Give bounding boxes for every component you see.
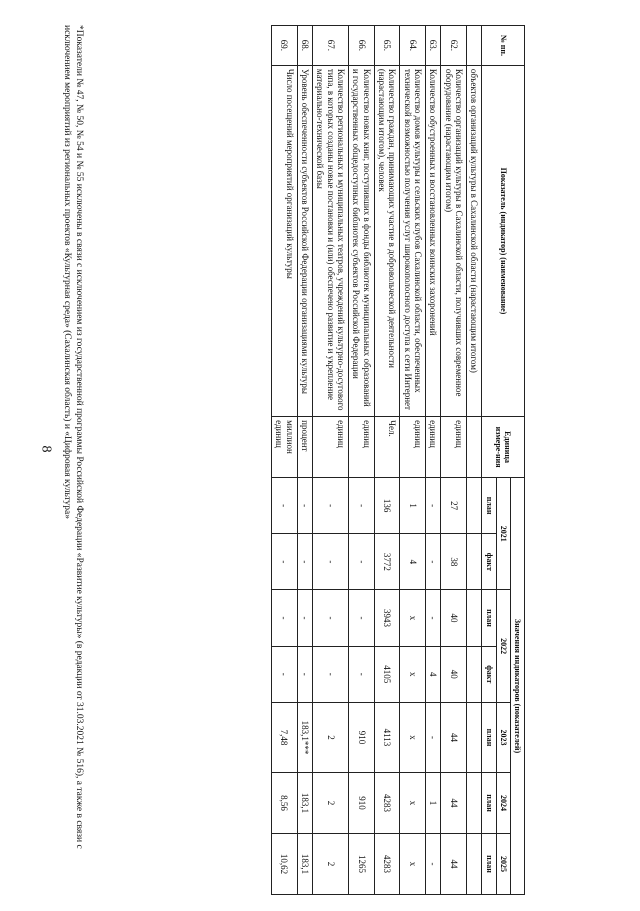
header-plan: план [482,590,496,646]
cell-value: 44 [441,702,467,772]
cell-value: - [271,478,297,534]
cell-value: - [297,534,312,590]
cell-value: x [400,646,426,702]
row-num: 65. [374,26,400,66]
row-name: Количество граждан, принимающих участие в добровольческой деятельности (нарастающим итогом), человек [374,65,400,416]
row-unit: процент [297,417,312,478]
cell-value: 4105 [374,646,400,702]
cell-value: - [271,590,297,646]
landscape-content [61,25,525,895]
header-year-2023: 2023 [496,702,510,772]
cell-value: - [349,478,375,534]
table-row [297,26,312,895]
table-row [441,26,467,895]
cell-value: - [312,646,348,702]
cell-value: - [349,590,375,646]
header-fact: факт [482,646,496,702]
table-row [312,26,348,895]
cell-value: 4283 [374,773,400,834]
cell-value: 10,62 [271,834,297,895]
cell-value: 40 [441,646,467,702]
footnote: *Показатели № 47, № 50, № 54 и № 55 исключены в связи с исключением из государственной программы Российской Федерации «Развитие культуры» (в редакции от 31.03.2021 № 516), а также в связи с исключением мероприятий из региональных проектов «Культурная среда» (Сахалинская область) и «Цифровая культура» [61,25,84,849]
table-row [271,26,297,895]
cell-value: 3943 [374,590,400,646]
cell-value: 2 [312,702,348,772]
row-name: Количество организаций культуры в Сахалинской области, получивших современное оборудование (нарастающим итогом) [441,65,467,416]
cell-value: - [297,590,312,646]
row-num: 64. [400,26,426,66]
row-unit: единиц [349,417,375,478]
row-num: 63. [426,26,441,66]
cell-value: - [349,646,375,702]
cell-value: - [271,534,297,590]
header-unit: Единица измере-ния [482,417,525,478]
cell-value: - [297,478,312,534]
cell-value: 183,1 [297,834,312,895]
row-unit: единиц [441,417,467,478]
cell-value: - [426,590,441,646]
header-plan: план [482,773,496,834]
row-unit: единиц [400,417,426,478]
row-name: Число посещений мероприятий организаций культуры [271,65,297,416]
cell-value: 4 [400,534,426,590]
row-name: Количество региональных и муниципальных театров, учреждений культурно-досугового типа, в которых созданы новые постановки и (или) обеспечено развитие и укрепление материально-технической базы [312,65,348,416]
cell-value: x [400,773,426,834]
cell-value: 910 [349,702,375,772]
row-name: Количество обустроенных и восстановленных воинских захоронений [426,65,441,416]
table-row [374,26,400,895]
row-num: 67. [312,26,348,66]
cell-value: 2 [312,834,348,895]
cell-value: 1 [400,478,426,534]
row-num: 62. [441,26,467,66]
cell-value: - [312,478,348,534]
continued-row-text: объектов организаций культуры в Сахалинской области (нарастающим итогом) [467,65,482,416]
table-row [400,26,426,895]
row-name: Количество новых книг, поступивших в фонды библиотек муниципальных образований и государственных общедоступных библиотек субъектов Российской Федерации [349,65,375,416]
row-name: Уровень обеспеченности субъектов Российской Федерации организациями культуры [297,65,312,416]
row-num: 66. [349,26,375,66]
header-indicator: Показатель (индикатор) (наименование) [482,65,525,416]
cell-value: - [297,646,312,702]
table-row [349,26,375,895]
cell-value: x [400,702,426,772]
row-name: Количество домов культуры и сельских клубов Сахалинской области, обеспеченных технической возможностью получения услуг широкополосного доступа к сети Интернет [400,65,426,416]
cell-value: 40 [441,590,467,646]
header-values: Значения индикаторов (показателей) [510,478,524,895]
cell-value: - [312,590,348,646]
row-unit: Чел. [374,417,400,478]
table-row [467,26,482,895]
cell-value: 1 [426,773,441,834]
cell-value: 2 [312,773,348,834]
cell-value: x [400,834,426,895]
cell-value: 183,1*** [297,702,312,772]
cell-value: 44 [441,834,467,895]
cell-value: 1265 [349,834,375,895]
header-fact: факт [482,534,496,590]
header-year-2025: 2025 [496,834,510,895]
cell-value: x [400,590,426,646]
cell-value: 4113 [374,702,400,772]
cell-value: - [312,534,348,590]
cell-value: - [271,646,297,702]
cell-value: 44 [441,773,467,834]
cell-value: 136 [374,478,400,534]
cell-value: 8,56 [271,773,297,834]
cell-value: - [426,702,441,772]
indicators-table [271,25,525,895]
row-num: 69. [271,26,297,66]
row-num: 68. [297,26,312,66]
cell-value: - [426,534,441,590]
cell-value: - [426,834,441,895]
header-num: № пп. [482,26,525,66]
header-year-2021: 2021 [496,478,510,590]
cell-value: 3772 [374,534,400,590]
row-unit: единиц [426,417,441,478]
row-unit: единиц [312,417,348,478]
cell-value: - [426,478,441,534]
header-year-2022: 2022 [496,590,510,702]
header-year-2024: 2024 [496,773,510,834]
cell-value: 38 [441,534,467,590]
page-number: 8 [38,445,54,453]
cell-value: 183,1 [297,773,312,834]
cell-value: 7,48 [271,702,297,772]
header-plan: план [482,702,496,772]
cell-value: 910 [349,773,375,834]
cell-value: 4 [426,646,441,702]
cell-value: - [349,534,375,590]
row-unit: миллион единиц [271,417,297,478]
header-plan: план [482,478,496,534]
cell-value: 27 [441,478,467,534]
table-row [426,26,441,895]
cell-value: 4283 [374,834,400,895]
header-plan: план [482,834,496,895]
